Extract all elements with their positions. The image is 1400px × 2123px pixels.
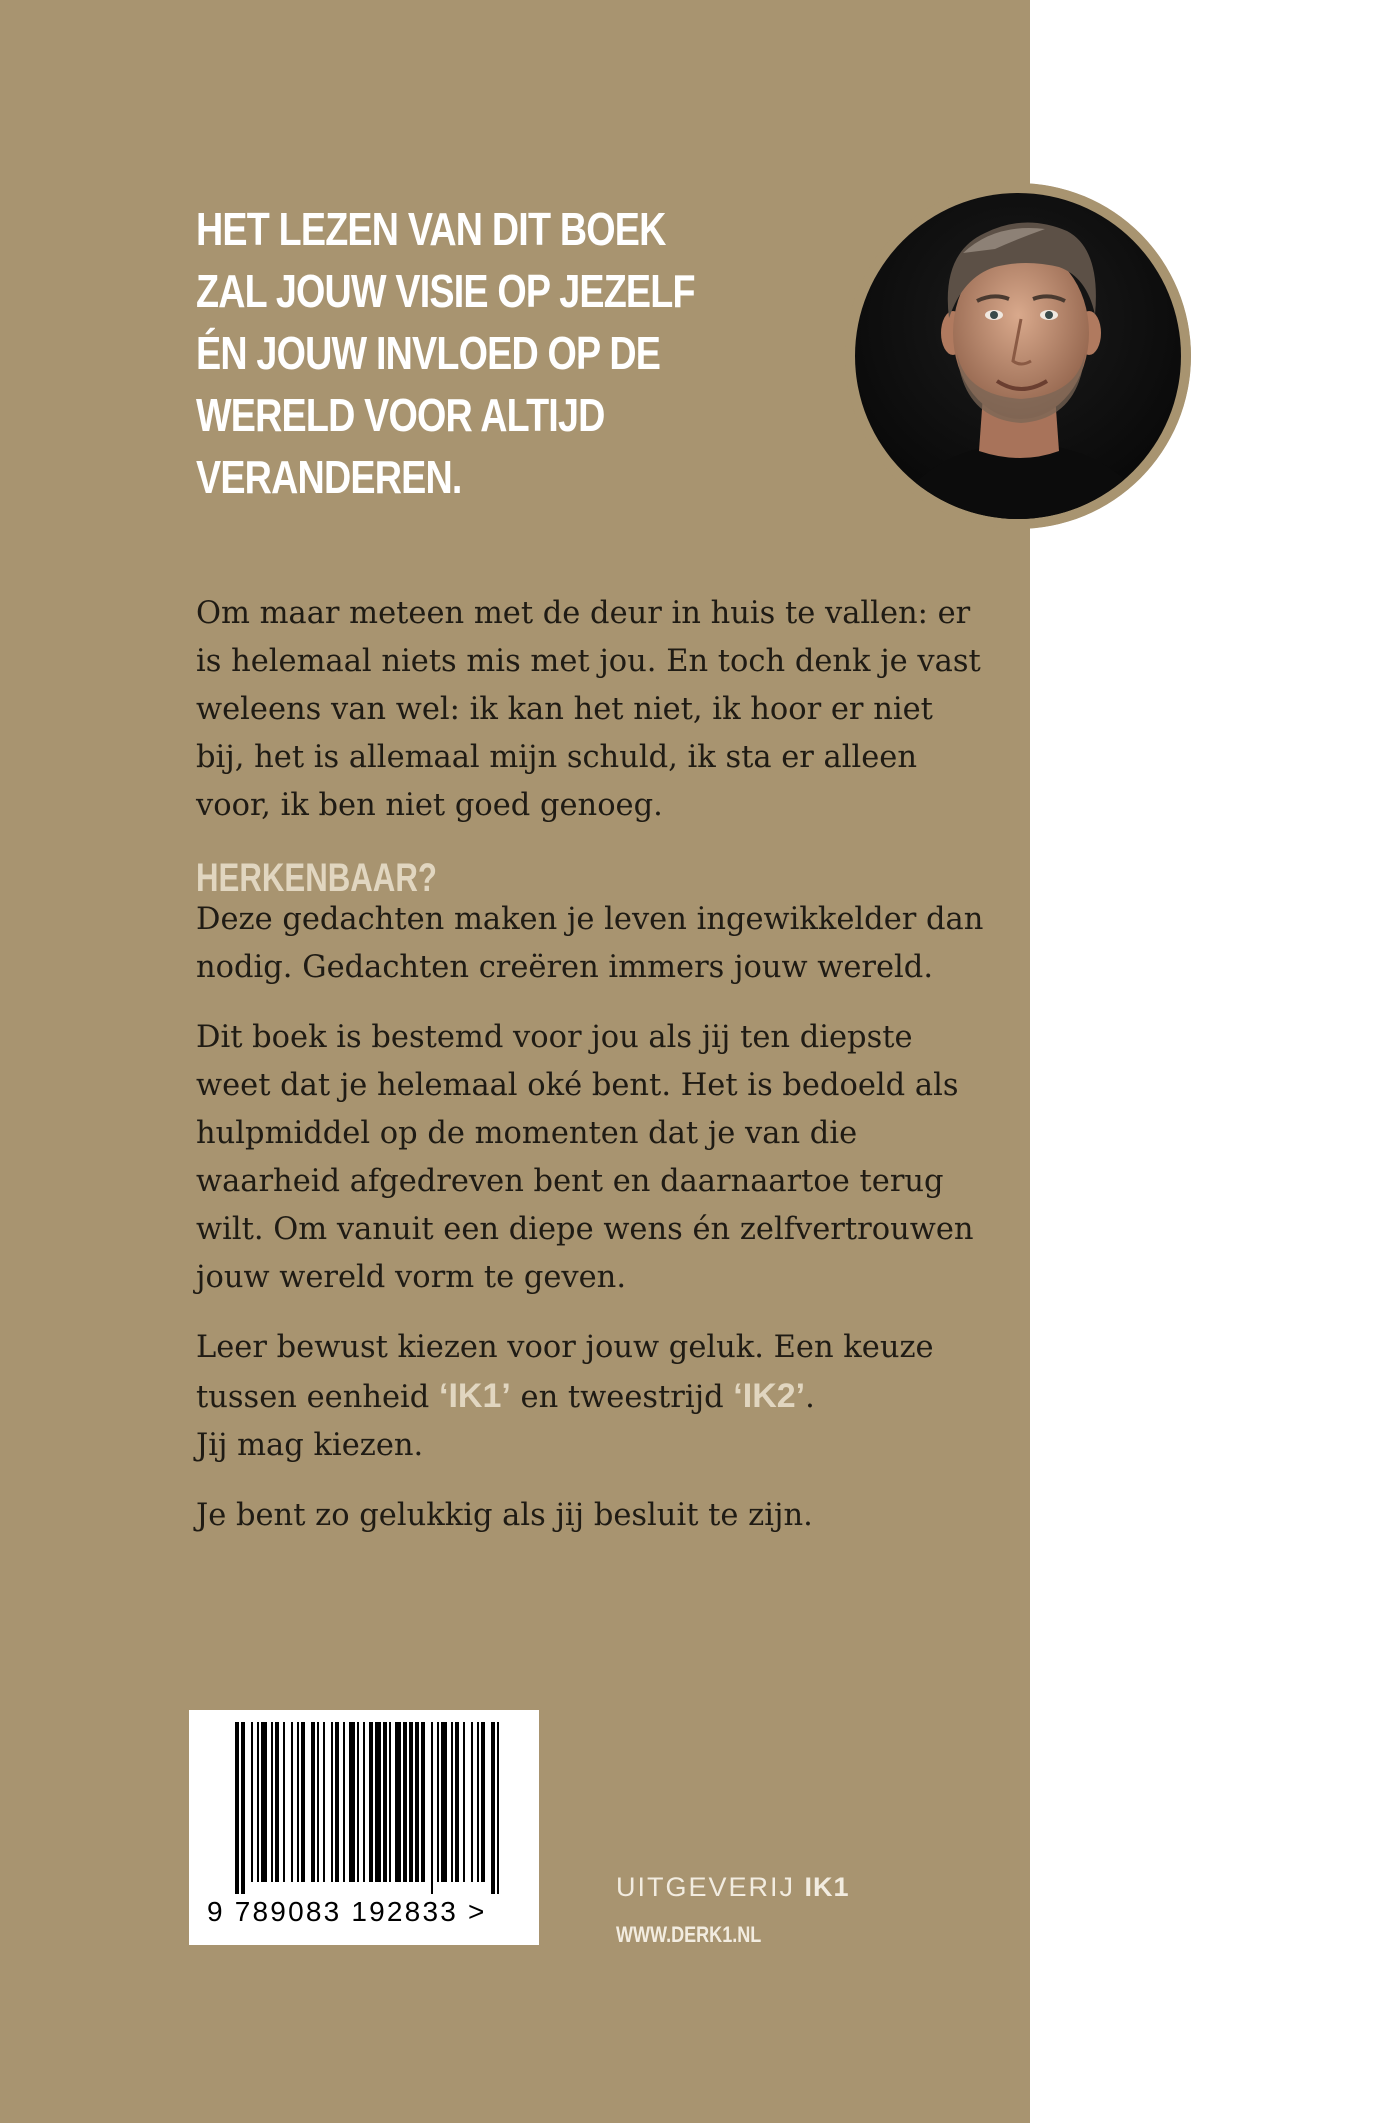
author-photo — [845, 183, 1191, 529]
barcode-bar — [403, 1722, 407, 1882]
barcode-bar — [257, 1722, 259, 1882]
barcode-bar — [455, 1722, 459, 1882]
barcode-bar — [481, 1722, 485, 1882]
barcode-bar — [297, 1722, 299, 1882]
barcode-bar — [441, 1722, 447, 1882]
barcode-bar — [283, 1722, 285, 1882]
barcode-bar — [335, 1722, 339, 1882]
barcode-bar — [331, 1722, 333, 1882]
barcode-bar — [275, 1722, 279, 1882]
isbn-number: 9 789083 192833 > — [207, 1896, 487, 1927]
publisher-name — [616, 1872, 850, 1903]
barcode-bar — [463, 1722, 465, 1882]
barcode-bar — [409, 1722, 413, 1882]
barcode-bar — [349, 1722, 355, 1882]
barcode-bar — [395, 1722, 401, 1882]
barcode-bar — [311, 1722, 315, 1882]
subheading: HERKENBAAR? — [196, 856, 437, 900]
barcode-bar — [421, 1722, 425, 1882]
highlight-ik2: ‘IK2’ — [733, 1377, 806, 1415]
paragraph-purpose: Dit boek is bestemd voor jou als jij ten diepste weet dat je helemaal oké bent. Het is bedoeld als hulpmiddel op de momenten dat je van die waarheid afgedreven bent en daarnaartoe terug wilt. Om vanuit een diepe wens én zelfvertrouwen jouw wereld vorm te geven. — [196, 1020, 974, 1295]
highlight-ik1: ‘IK1’ — [439, 1377, 511, 1415]
choice-text-3: . — [805, 1380, 815, 1415]
barcode-bar — [477, 1722, 479, 1882]
barcode-bar — [357, 1722, 359, 1882]
paragraph-choice — [196, 1324, 986, 1470]
barcode-bar — [235, 1722, 239, 1894]
barcode-bar — [415, 1722, 419, 1882]
barcode-bar — [343, 1722, 345, 1882]
cover-headline: HET LEZEN VAN DIT BOEK ZAL JOUW VISIE OP JEZELF ÉN JOUW INVLOED OP DE WERELD VOOR ALTIJD VERANDEREN. — [196, 203, 695, 503]
closing-paragraph: Je bent zo gelukkig als jij besluit te zijn. — [196, 1498, 813, 1533]
publisher-brand: IK1 — [804, 1872, 850, 1902]
choice-text-1: Leer bewust kiezen voor jouw geluk. Een keuze tussen eenheid — [196, 1330, 934, 1415]
barcode-bar — [323, 1722, 325, 1882]
barcode-bar — [491, 1722, 495, 1894]
barcode-bar — [375, 1722, 381, 1882]
choice-text-line-2: Jij mag kiezen. — [196, 1428, 424, 1463]
barcode-bar — [451, 1722, 453, 1882]
paragraph-thoughts: Deze gedachten maken je leven ingewikkelder dan nodig. Gedachten creëren immers jouw wereld. — [196, 902, 984, 985]
intro-paragraph: Om maar meteen met de deur in huis te vallen: er is helemaal niets mis met jou. En toch denk je vast weleens van wel: ik kan het niet, ik hoor er niet bij, het is allemaal mijn schuld, ik sta er alleen voor, ik ben niet goed genoeg. — [196, 596, 981, 823]
barcode-bar — [301, 1722, 305, 1882]
publisher-label: UITGEVERIJ — [616, 1872, 796, 1902]
barcode-bar — [251, 1722, 253, 1882]
barcode-bar — [497, 1722, 499, 1894]
barcode — [189, 1710, 539, 1945]
barcode-bar — [383, 1722, 387, 1882]
barcode-bar — [291, 1722, 293, 1882]
barcode-bar — [369, 1722, 373, 1882]
barcode-bar — [271, 1722, 273, 1882]
barcode-bar — [389, 1722, 391, 1882]
author-portrait-icon — [845, 183, 1191, 529]
website-url: WWW.DERK1.NL — [616, 1922, 762, 1947]
barcode-bar — [471, 1722, 473, 1882]
ean-barcode-icon — [189, 1710, 539, 1900]
barcode-bar — [261, 1722, 267, 1882]
barcode-bar — [437, 1722, 439, 1882]
choice-text-2: en tweestrijd — [510, 1380, 734, 1415]
barcode-bar — [317, 1722, 319, 1882]
barcode-bar — [363, 1722, 365, 1882]
barcode-bar — [241, 1722, 245, 1894]
cover-body — [196, 590, 986, 1562]
barcode-bar — [431, 1722, 433, 1894]
